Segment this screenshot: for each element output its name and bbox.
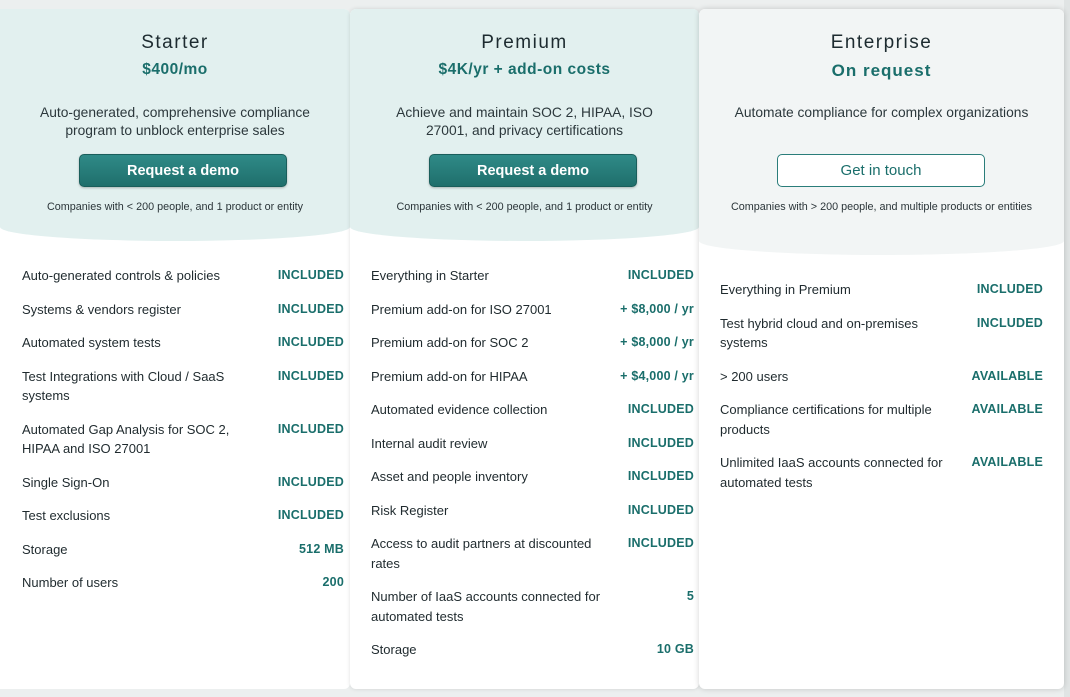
plan-header [0,9,350,241]
feature-label: Number of users [22,575,119,590]
feature-row [22,540,344,560]
plan-audience-note: Companies with > 200 people, and multiple products or entities [731,201,1032,213]
feature-value: + $8,000 / yr [620,335,694,349]
request-demo-button[interactable]: Request a demo [429,154,637,187]
feature-label: > 200 users [720,368,789,384]
feature-row [22,333,344,353]
feature-row [371,367,694,387]
feature-value: INCLUDED [627,536,694,550]
feature-label: Asset and people inventory [371,469,528,484]
feature-row [22,506,344,526]
plan-description: Auto-generated, comprehensive compliance program to unblock enterprise sales [40,105,310,138]
feature-value: + $8,000 / yr [620,301,694,316]
plan-title: Premium [481,32,568,53]
feature-row [720,314,1043,353]
feature-label: Premium add-on for SOC 2 [371,335,529,350]
feature-row [22,367,344,406]
feature-label: Premium add-on for ISO 27001 [371,301,552,317]
feature-label: Test Integrations with Cloud / SaaS systems [22,368,225,403]
feature-label: Automated Gap Analysis for SOC 2, HIPAA and ISO 27001 [22,421,230,456]
feature-label: Test hybrid cloud and on-premises systems [720,315,918,350]
feature-row [720,280,1043,300]
feature-list [720,280,1043,506]
feature-row [22,473,344,493]
plan-audience-note: Companies with < 200 people, and 1 product or entity [396,201,653,213]
feature-label: Premium add-on for HIPAA [371,368,528,384]
feature-value: INCLUDED [277,268,344,282]
feature-label: Compliance certifications for multiple products [720,402,932,437]
plan-description: Achieve and maintain SOC 2, HIPAA, ISO 27001, and privacy certifications [396,105,653,138]
feature-row [720,400,1043,439]
feature-row [371,640,694,660]
feature-label: Everything in Premium [720,282,851,297]
feature-label: Automated evidence collection [371,402,548,417]
feature-value: INCLUDED [627,402,694,416]
feature-value: INCLUDED [277,421,344,436]
feature-value: 5 [686,589,694,603]
page-scrollbar[interactable] [1064,0,1070,697]
feature-list [371,266,694,674]
feature-label: Number of IaaS accounts connected for automated tests [371,589,601,624]
feature-value: + $4,000 / yr [620,368,694,383]
feature-value: INCLUDED [627,268,694,282]
plan-price: On request [831,61,932,80]
plan-card-premium [350,9,699,689]
request-demo-button[interactable]: Request a demo [79,154,287,187]
feature-list [22,266,344,607]
feature-label: Internal audit review [371,435,488,451]
plan-price: $400/mo [142,61,208,78]
feature-value: 10 GB [656,642,694,656]
feature-label: Risk Register [371,502,449,518]
feature-row [22,266,344,286]
feature-value: INCLUDED [627,502,694,517]
feature-row [371,534,694,573]
plan-card-enterprise [699,9,1064,689]
feature-value: INCLUDED [627,469,694,483]
feature-value: INCLUDED [976,282,1043,296]
plan-header [699,9,1064,255]
plan-header [350,9,699,241]
feature-row [371,501,694,521]
feature-row [720,453,1043,492]
feature-value: 200 [322,575,344,589]
feature-value: INCLUDED [277,335,344,349]
feature-row [22,420,344,459]
feature-value: INCLUDED [277,368,344,383]
feature-value: INCLUDED [277,474,344,489]
feature-label: Storage [371,642,417,657]
feature-label: Access to audit partners at discounted rates [371,536,592,571]
plan-description: Automate compliance for complex organizations [734,105,1029,120]
plan-title: Starter [141,32,209,53]
feature-label: Test exclusions [22,508,111,523]
feature-value: AVAILABLE [971,455,1043,469]
feature-value: AVAILABLE [971,402,1043,416]
feature-label: Everything in Starter [371,268,489,283]
feature-label: Unlimited IaaS accounts connected for automated tests [720,455,943,490]
feature-label: Automated system tests [22,335,161,350]
feature-row [371,266,694,286]
feature-row [720,367,1043,387]
feature-label: Storage [22,541,68,557]
feature-label: Single Sign-On [22,474,110,490]
plan-audience-note: Companies with < 200 people, and 1 product or entity [47,201,303,213]
get-in-touch-button[interactable]: Get in touch [777,154,985,187]
plan-title: Enterprise [830,32,933,53]
feature-row [371,467,694,487]
feature-value: INCLUDED [277,301,344,316]
plan-card-starter [0,9,350,689]
plan-price: $4K/yr + add-on costs [438,61,611,78]
feature-value: 512 MB [299,541,344,556]
feature-row [22,300,344,320]
feature-row [22,573,344,593]
feature-row [371,587,694,626]
feature-row [371,300,694,320]
feature-row [371,400,694,420]
feature-row [371,434,694,454]
feature-label: Systems & vendors register [22,301,181,317]
feature-value: INCLUDED [976,315,1043,330]
feature-value: INCLUDED [627,435,694,450]
feature-row [371,333,694,353]
feature-value: INCLUDED [277,508,344,522]
feature-label: Auto-generated controls & policies [22,268,221,283]
feature-value: AVAILABLE [971,368,1043,383]
